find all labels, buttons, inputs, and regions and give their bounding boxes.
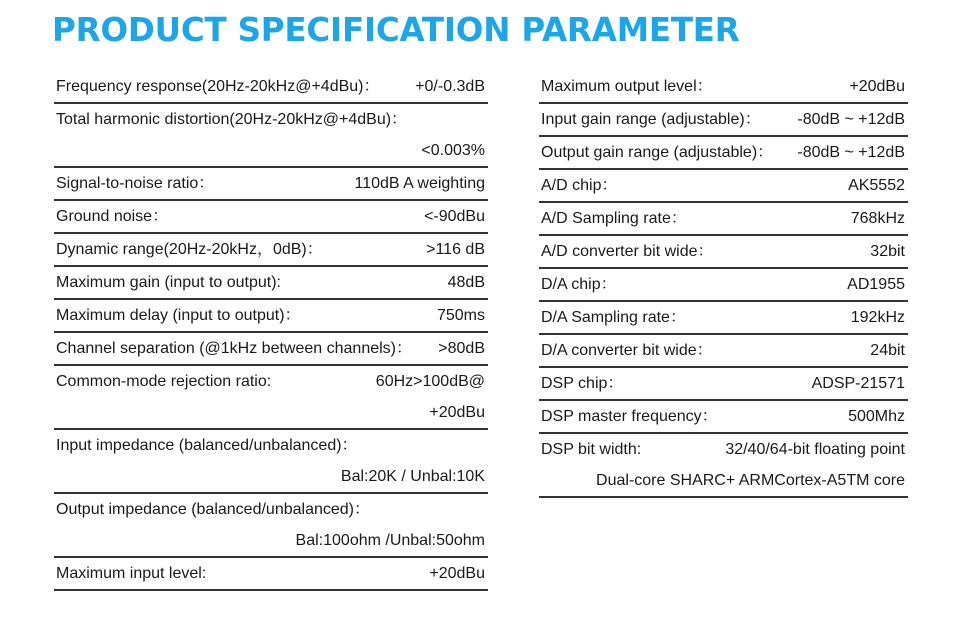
spec-label: A/D converter bit wide： xyxy=(541,243,714,260)
spec-row xyxy=(54,104,488,135)
spec-value: >80dB xyxy=(438,340,485,357)
spec-row xyxy=(54,201,488,234)
spec-label: A/D chip： xyxy=(541,177,618,194)
spec-value: 110dB A weighting xyxy=(354,175,485,192)
spec-column-left xyxy=(54,71,488,591)
spec-value: AK5552 xyxy=(848,177,905,194)
spec-label: Channel separation (@1kHz between channels)： xyxy=(56,340,412,357)
spec-row xyxy=(539,335,908,368)
spec-value: 32/40/64-bit floating point xyxy=(725,441,905,458)
spec-row xyxy=(539,203,908,236)
spec-value: +20dBu xyxy=(429,404,485,421)
spec-row xyxy=(539,269,908,302)
spec-label: Frequency response(20Hz-20kHz@+4dBu)： xyxy=(56,78,380,95)
spec-row xyxy=(54,430,488,461)
spec-label: Maximum gain (input to output): xyxy=(56,274,281,291)
spec-value: Bal:20K / Unbal:10K xyxy=(340,468,485,485)
spec-value: Bal:100ohm /Unbal:50ohm xyxy=(295,532,485,549)
spec-label: Output gain range (adjustable)： xyxy=(541,144,774,161)
spec-label: D/A Sampling rate： xyxy=(541,309,686,326)
spec-value: +20dBu xyxy=(429,565,485,582)
spec-row xyxy=(54,71,488,104)
spec-value: ADSP-21571 xyxy=(811,375,905,392)
spec-value: 24bit xyxy=(870,342,905,359)
spec-value: 500Mhz xyxy=(848,408,905,425)
spec-row xyxy=(54,168,488,201)
spec-row xyxy=(54,135,488,168)
spec-label: Signal-to-noise ratio： xyxy=(56,175,215,192)
spec-value: <-90dBu xyxy=(424,208,485,225)
spec-row xyxy=(539,236,908,269)
spec-row xyxy=(54,461,488,494)
spec-row xyxy=(539,434,908,465)
spec-label: DSP chip： xyxy=(541,375,624,392)
spec-label: D/A converter bit wide： xyxy=(541,342,713,359)
spec-value: <0.003% xyxy=(421,142,485,159)
spec-row xyxy=(539,170,908,203)
spec-value: 48dB xyxy=(447,274,485,291)
spec-value: 32bit xyxy=(870,243,905,260)
spec-row xyxy=(54,234,488,267)
spec-row xyxy=(539,71,908,104)
spec-label: Maximum delay (input to output)： xyxy=(56,307,301,324)
page-title: PRODUCT SPECIFICATION PARAMETER xyxy=(52,11,740,49)
spec-value: -80dB ~ +12dB xyxy=(797,144,905,161)
spec-label: Ground noise： xyxy=(56,208,169,225)
spec-label: DSP bit width: xyxy=(541,441,642,458)
spec-label: Maximum output level： xyxy=(541,78,713,95)
spec-row xyxy=(54,333,488,366)
spec-row xyxy=(539,401,908,434)
spec-row xyxy=(54,366,488,397)
spec-value: -80dB ~ +12dB xyxy=(797,111,905,128)
spec-value: 750ms xyxy=(436,307,485,324)
spec-value: >116 dB xyxy=(426,241,485,258)
spec-row xyxy=(539,104,908,137)
spec-label: Output impedance (balanced/unbalanced)： xyxy=(56,501,370,518)
spec-column-right xyxy=(539,71,908,498)
spec-value: 768kHz xyxy=(850,210,905,227)
spec-label: Input gain range (adjustable)： xyxy=(541,111,761,128)
spec-row xyxy=(54,267,488,300)
spec-row xyxy=(54,397,488,430)
spec-label: Maximum input level: xyxy=(56,565,207,582)
spec-label: Input impedance (balanced/unbalanced)： xyxy=(56,437,358,454)
spec-row xyxy=(539,465,908,498)
spec-label: Total harmonic distortion(20Hz-20kHz@+4dBu)： xyxy=(56,111,408,128)
spec-label: Common-mode rejection ratio: xyxy=(56,373,272,390)
spec-row xyxy=(539,137,908,170)
spec-row xyxy=(539,368,908,401)
spec-row xyxy=(539,302,908,335)
spec-row xyxy=(54,558,488,591)
spec-value: Dual-core SHARC+ ARMCortex-A5TM core xyxy=(596,472,905,489)
spec-value: +20dBu xyxy=(849,78,905,95)
spec-row xyxy=(54,494,488,525)
spec-value: AD1955 xyxy=(847,276,905,293)
spec-label: D/A chip： xyxy=(541,276,617,293)
spec-value: +0/-0.3dB xyxy=(415,78,485,95)
spec-row xyxy=(54,525,488,558)
spec-label: DSP master frequency： xyxy=(541,408,718,425)
spec-value: 60Hz>100dB@ xyxy=(375,373,485,390)
spec-label: A/D Sampling rate： xyxy=(541,210,687,227)
spec-value: 192kHz xyxy=(850,309,905,326)
spec-label: Dynamic range(20Hz-20kHz，0dB)： xyxy=(56,241,323,258)
spec-row xyxy=(54,300,488,333)
